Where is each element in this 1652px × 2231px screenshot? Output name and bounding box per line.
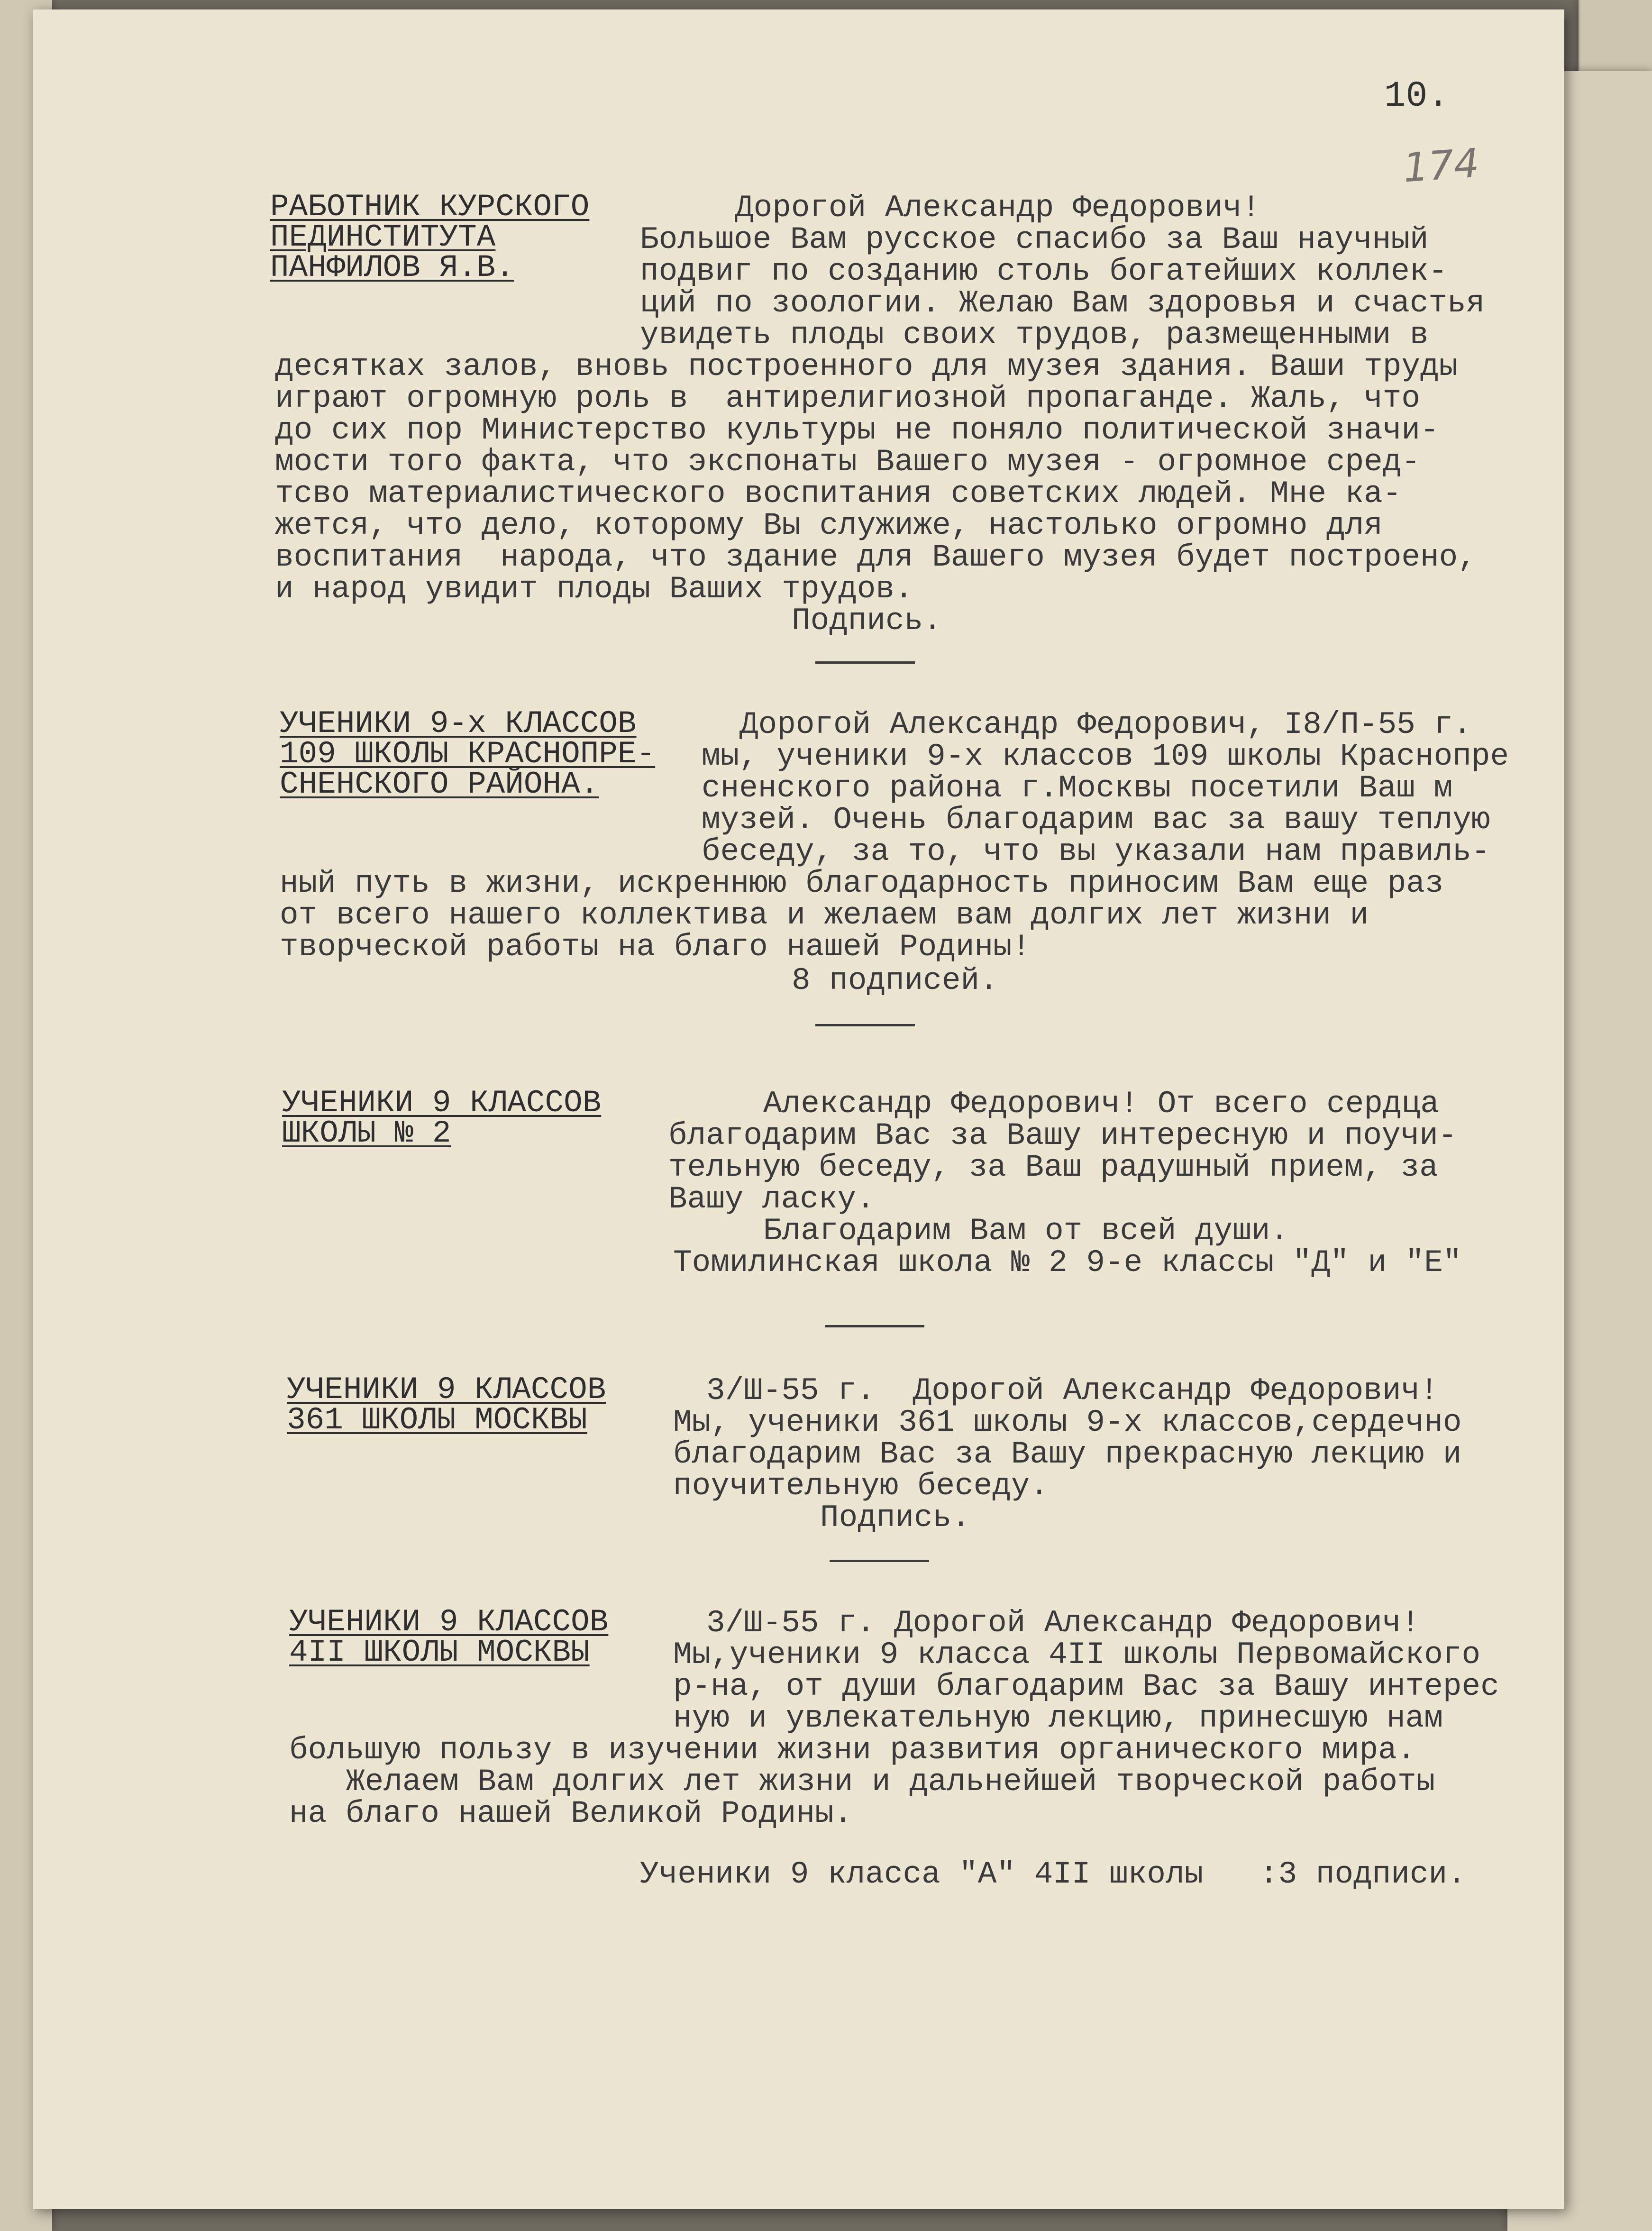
entry-4-line: 3/Ш-55 г. Дорогой Александр Федорович! [706, 1373, 1439, 1408]
entry-2-line: ный путь в жизни, искреннюю благодарность приносим Вам еще раз [280, 866, 1444, 901]
archive-number: 174 [1401, 139, 1481, 192]
entry-3-line: тельную беседу, за Ваш радушный прием, за [668, 1150, 1438, 1185]
entry-1-line: мости того факта, что экспонаты Вашего музея - огромное сред- [275, 444, 1420, 480]
entry-4-line: благодарим Вас за Вашу прекрасную лекцию и [673, 1436, 1462, 1472]
entry-1-line: десятках залов, вновь построенного для музея здания. Ваши труды [275, 349, 1458, 384]
entry-2-signature: 8 подписей. [792, 963, 998, 998]
entry-1-line: играют огромную роль в антирелигиозной пропаганде. Жаль, что [275, 381, 1420, 416]
entry-5-line: большую пользу в изучении жизни развития органического мира. [289, 1732, 1416, 1768]
entry-5-line: 3/Ш-55 г. Дорогой Александр Федорович! [706, 1605, 1420, 1641]
entry-5-signature: Ученики 9 класса "А" 4II школы :3 подписи. [640, 1856, 1466, 1892]
entry-3-line: благодарим Вас за Вашу интересную и поучи- [668, 1118, 1457, 1153]
page-number: 10. [1384, 76, 1449, 117]
entry-2-heading [280, 706, 656, 802]
entry-2-line: беседу, за то, что вы указали нам правиль- [702, 834, 1490, 869]
entry-4-line: Мы, ученики 361 школы 9-х классов,сердечно [673, 1405, 1462, 1440]
entry-3-line: Вашу ласку. [668, 1181, 875, 1217]
entry-2-line: сненского района г.Москвы посетили Ваш м [702, 770, 1453, 806]
entry-2-line: Дорогой Александр Федорович, I8/П-55 г. [739, 707, 1472, 742]
entry-5-heading-line: 4II ШКОЛЫ МОСКВЫ [289, 1635, 590, 1670]
entry-2-heading-line: 109 ШКОЛЫ КРАСНОПРЕ- [280, 736, 656, 772]
entry-divider [815, 661, 915, 664]
entry-2-heading-line: СНЕНСКОГО РАЙОНА. [280, 767, 599, 802]
entry-divider [825, 1325, 924, 1327]
entry-3-heading-line: УЧЕНИКИ 9 КЛАССОВ [282, 1085, 602, 1121]
entry-divider [830, 1560, 929, 1562]
entry-2-line: от всего нашего коллектива и желаем вам долгих лет жизни и [280, 897, 1369, 933]
entry-1-line: до сих пор Министерство культуры не поняло политической значи- [275, 412, 1439, 448]
entry-5-line: на благо нашей Великой Родины. [289, 1796, 853, 1831]
entry-3-line: Томилинская школа № 2 9-е классы "Д" и "Е" [673, 1245, 1462, 1280]
entry-1-line: увидеть плоды своих трудов, размещенными в [640, 317, 1429, 353]
entry-3-line: Благодарим Вам от всей души. [763, 1213, 1289, 1249]
document-page [33, 9, 1564, 2209]
entry-1-line: жется, что дело, которому Вы служиже, настолько огромно для [275, 508, 1383, 543]
entry-1-signature: Подпись. [792, 603, 942, 639]
entry-5-line: Желаем Вам долгих лет жизни и дальнейшей творческой работы [346, 1764, 1435, 1800]
entry-1-line: подвиг по созданию столь богатейших коллек- [640, 254, 1448, 289]
entry-4-line: поучительную беседу. [673, 1468, 1049, 1504]
entry-1-heading [270, 189, 590, 285]
entry-1-heading-line: ПЕДИНСТИТУТА [270, 219, 496, 255]
entry-3-heading [282, 1085, 602, 1151]
entry-4-heading [287, 1372, 606, 1438]
entry-1-heading-line: РАБОТНИК КУРСКОГО [270, 189, 590, 225]
entry-3-line: Александр Федорович! От всего сердца [763, 1086, 1439, 1122]
entry-1-line: тсво материалистического воспитания советских людей. Мне ка- [275, 476, 1402, 512]
entry-5-line: Мы,ученики 9 класса 4II школы Первомайского [673, 1637, 1481, 1673]
entry-1-heading-line: ПАНФИЛОВ Я.В. [270, 250, 514, 285]
entry-2-line: мы, ученики 9-х классов 109 школы Краснопре [702, 739, 1509, 774]
entry-1-line: ций по зоологии. Желаю Вам здоровья и счастья [640, 285, 1485, 321]
entry-1-line: воспитания народа, что здание для Вашего музея будет построено, [275, 539, 1477, 575]
entry-5-line: р-на, от души благодарим Вас за Вашу интерес [673, 1669, 1499, 1704]
entry-divider [815, 1024, 915, 1026]
entry-4-heading-line: УЧЕНИКИ 9 КЛАССОВ [287, 1372, 606, 1408]
entry-1-line: Дорогой Александр Федорович! [735, 190, 1260, 226]
entry-5-heading-line: УЧЕНИКИ 9 КЛАССОВ [289, 1604, 609, 1640]
entry-4-signature: Подпись. [820, 1500, 970, 1536]
entry-1-line: и народ увидит плоды Ваших трудов. [275, 571, 913, 607]
entry-5-heading [289, 1604, 609, 1670]
entry-2-line: музей. Очень благодарим вас за вашу теплую [702, 802, 1490, 838]
entry-3-heading-line: ШКОЛЫ № 2 [282, 1116, 451, 1151]
entry-1-line: Большое Вам русское спасибо за Ваш научный [640, 222, 1429, 257]
entry-4-heading-line: 361 ШКОЛЫ МОСКВЫ [287, 1402, 587, 1438]
entry-2-line: творческой работы на благо нашей Родины! [280, 929, 1031, 965]
entry-5-line: ную и увлекательную лекцию, принесшую нам [673, 1701, 1443, 1736]
entry-2-heading-line: УЧЕНИКИ 9-х КЛАССОВ [280, 706, 637, 741]
